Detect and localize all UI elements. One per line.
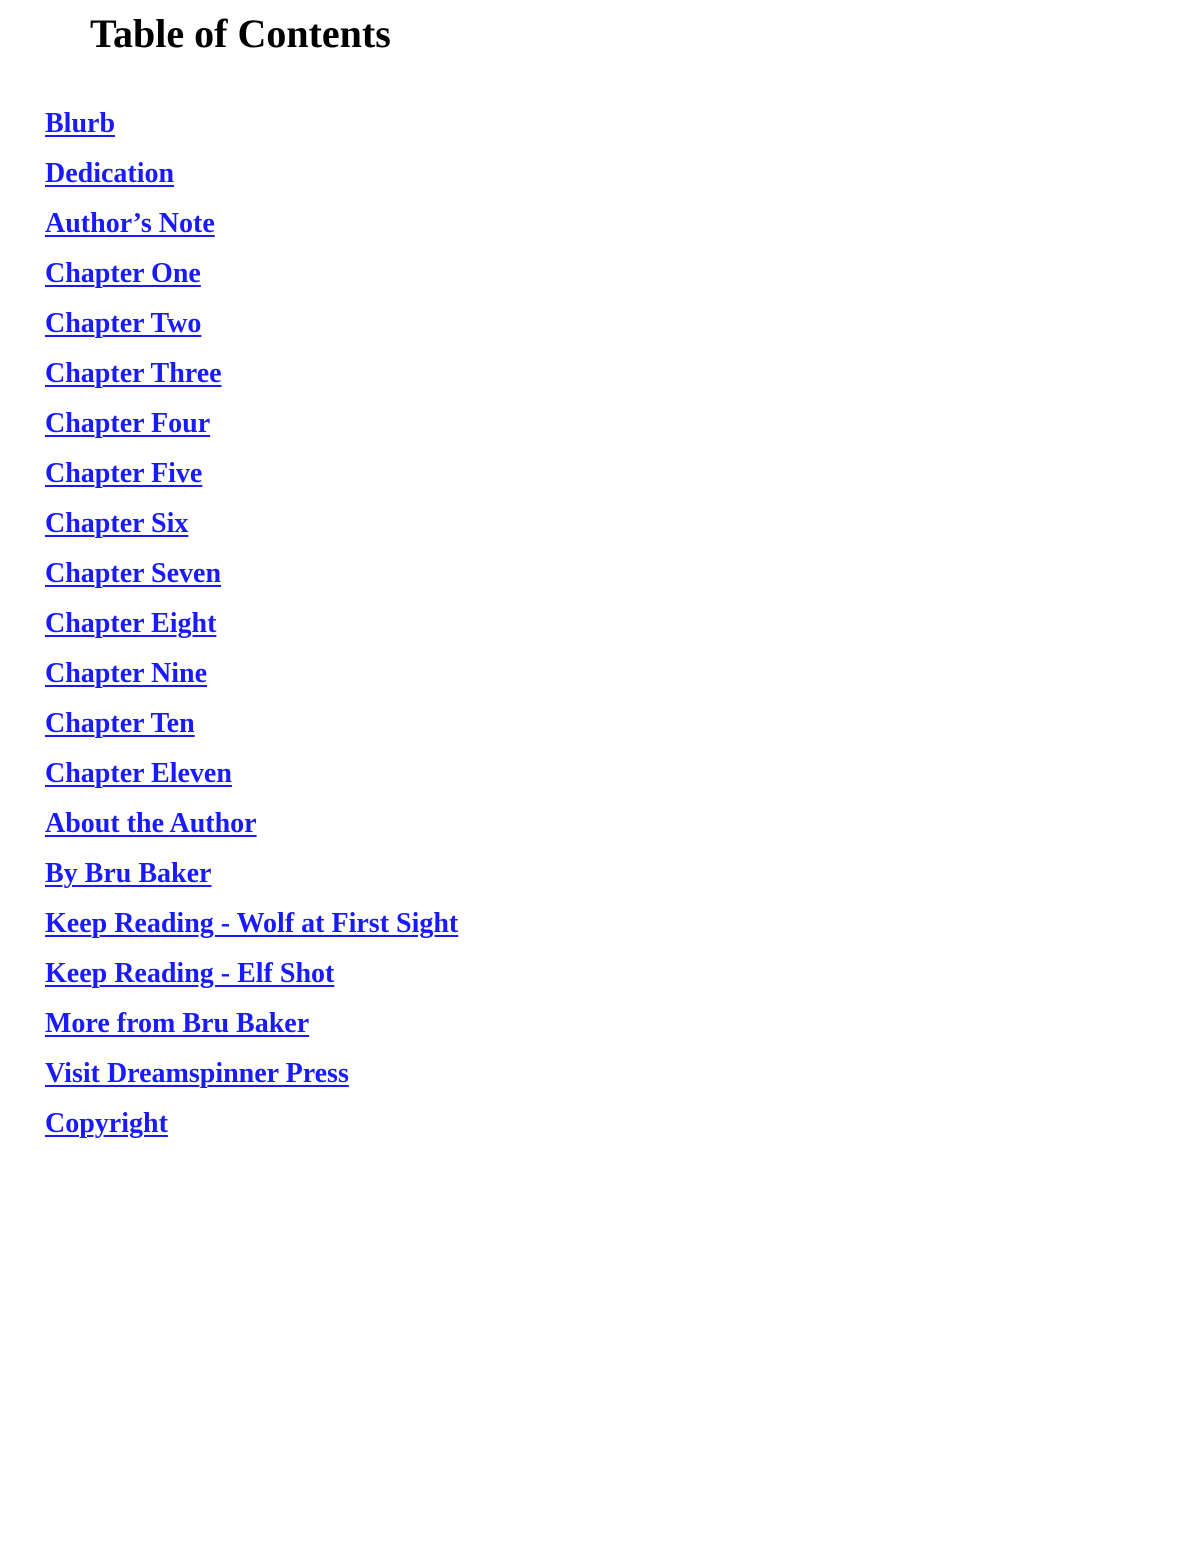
toc-link-keep-reading-wolf[interactable]: Keep Reading - Wolf at First Sight [45,908,459,939]
toc-item-chapter-ten [45,704,458,754]
toc-link-chapter-one[interactable]: Chapter One [45,258,201,289]
toc-item-chapter-four [45,404,458,454]
toc-item-chapter-nine [45,654,458,704]
toc-link-copyright[interactable]: Copyright [45,1108,168,1139]
toc-link-chapter-eleven[interactable]: Chapter Eleven [45,758,232,789]
toc-item-chapter-two [45,304,458,354]
toc-link-chapter-six[interactable]: Chapter Six [45,508,189,539]
toc-link-by-bru-baker[interactable]: By Bru Baker [45,858,212,889]
toc-link-more-from-bru-baker[interactable]: More from Bru Baker [45,1008,310,1039]
toc-link-blurb[interactable]: Blurb [45,108,116,139]
toc-item-copyright [45,1104,458,1154]
toc-item-chapter-eight [45,604,458,654]
toc-item-more-from-bru-baker [45,1004,458,1054]
toc-item-dedication [45,154,458,204]
toc-link-chapter-five[interactable]: Chapter Five [45,458,203,489]
toc-item-chapter-seven [45,554,458,604]
page-title: Table of Contents [90,11,391,56]
toc-link-authors-note[interactable]: Author’s Note [45,208,215,239]
toc-link-visit-dreamspinner[interactable]: Visit Dreamspinner Press [45,1058,349,1089]
toc-link-chapter-three[interactable]: Chapter Three [45,358,222,389]
toc-link-chapter-four[interactable]: Chapter Four [45,408,211,439]
toc-link-chapter-nine[interactable]: Chapter Nine [45,658,208,689]
toc-item-keep-reading-elf [45,954,458,1004]
toc-link-chapter-two[interactable]: Chapter Two [45,308,202,339]
toc-item-blurb [45,104,458,154]
toc-link-about-the-author[interactable]: About the Author [45,808,257,839]
toc-list [45,104,458,1154]
toc-item-by-bru-baker [45,854,458,904]
toc-link-chapter-eight[interactable]: Chapter Eight [45,608,217,639]
toc-item-authors-note [45,204,458,254]
toc-link-keep-reading-elf[interactable]: Keep Reading - Elf Shot [45,958,335,989]
toc-item-chapter-six [45,504,458,554]
toc-item-visit-dreamspinner [45,1054,458,1104]
toc-item-keep-reading-wolf [45,904,458,954]
toc-link-chapter-seven[interactable]: Chapter Seven [45,558,222,589]
toc-item-chapter-one [45,254,458,304]
toc-item-chapter-five [45,454,458,504]
toc-item-chapter-eleven [45,754,458,804]
toc-item-about-the-author [45,804,458,854]
toc-item-chapter-three [45,354,458,404]
toc-link-chapter-ten[interactable]: Chapter Ten [45,708,195,739]
toc-link-dedication[interactable]: Dedication [45,158,175,189]
